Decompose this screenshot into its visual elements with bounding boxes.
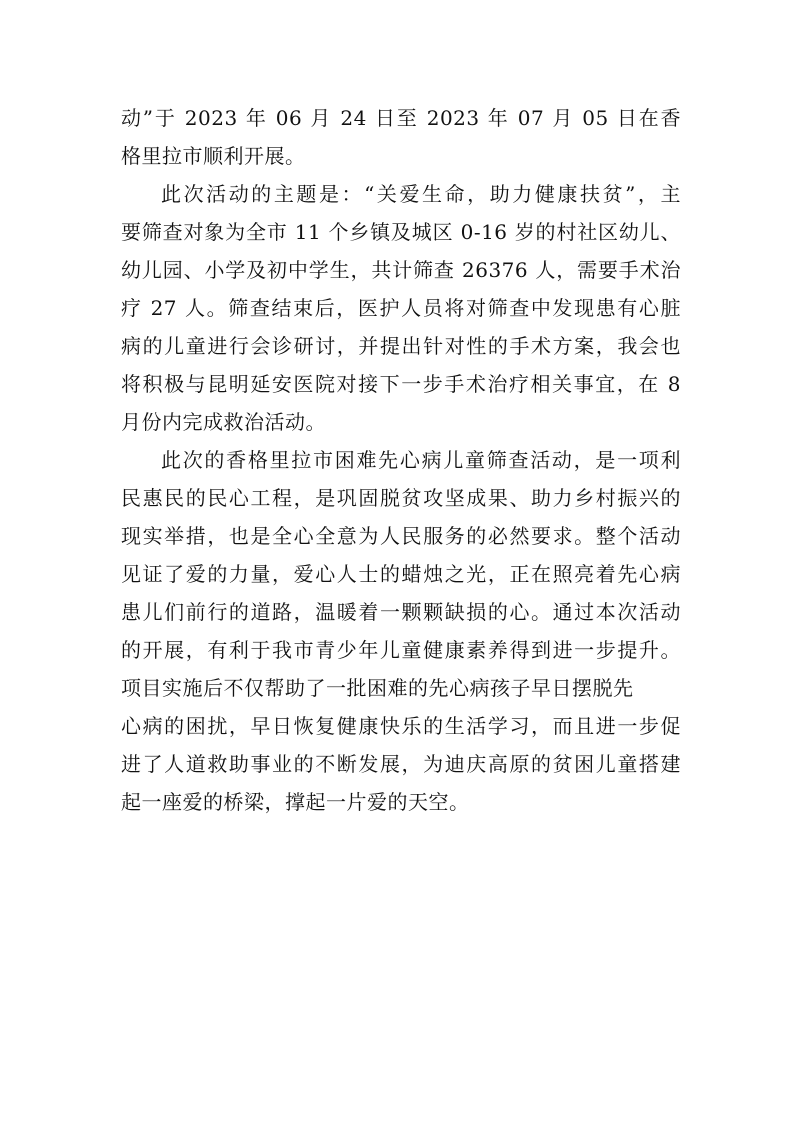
paragraph-2-line-5: 病的儿童进行会诊研讨，并提出针对性的手术方案，我会也 (121, 334, 681, 358)
paragraph-2-line-3: 幼儿园、小学及初中学生，共计筛查 26376 人，需要手术治 (121, 258, 681, 282)
paragraph-3-line-1: 此次的香格里拉市困难先心病儿童筛查活动，是一项利 (161, 448, 681, 472)
paragraph-3-line-2: 民惠民的民心工程，是巩固脱贫攻坚成果、助力乡村振兴的 (121, 486, 681, 510)
paragraph-3-line-3: 现实举措，也是全心全意为人民服务的必然要求。整个活动 (121, 524, 681, 548)
paragraph-3-line-8: 心病的困扰，早日恢复健康快乐的生活学习，而且进一步促 (121, 714, 681, 738)
paragraph-3-line-5: 患儿们前行的道路，温暖着一颗颗缺损的心。通过本次活动 (121, 600, 681, 624)
paragraph-3-line-6: 的开展，有利于我市青少年儿童健康素养得到进一步提升。 (121, 638, 681, 662)
paragraph-2-line-2: 要筛查对象为全市 11 个乡镇及城区 0-16 岁的村社区幼儿、 (121, 220, 681, 244)
paragraph-3-line-10: 起一座爱的桥梁，撑起一片爱的天空。 (121, 790, 470, 814)
paragraph-3-line-7: 项目实施后不仅帮助了一批困难的先心病孩子早日摆脱先 (121, 676, 634, 700)
paragraph-2-line-6: 将积极与昆明延安医院对接下一步手术治疗相关事宜，在 8 (121, 372, 681, 396)
paragraph-2-line-4: 疗 27 人。筛查结束后，医护人员将对筛查中发现患有心脏 (121, 296, 681, 320)
paragraph-3-line-4: 见证了爱的力量，爱心人士的蜡烛之光，正在照亮着先心病 (121, 562, 681, 586)
paragraph-2-line-7: 月份内完成救治活动。 (121, 410, 326, 434)
paragraph-2-line-1: 此次活动的主题是：“关爱生命，助力健康扶贫”，主 (161, 182, 681, 206)
paragraph-1-line-2: 格里拉市顺利开展。 (121, 144, 306, 168)
paragraph-1-line-1: 动”于 2023 年 06 月 24 日至 2023 年 07 月 05 日在香 (121, 106, 681, 130)
paragraph-3-line-9: 进了人道救助事业的不断发展，为迪庆高原的贫困儿童搭建 (121, 752, 681, 776)
